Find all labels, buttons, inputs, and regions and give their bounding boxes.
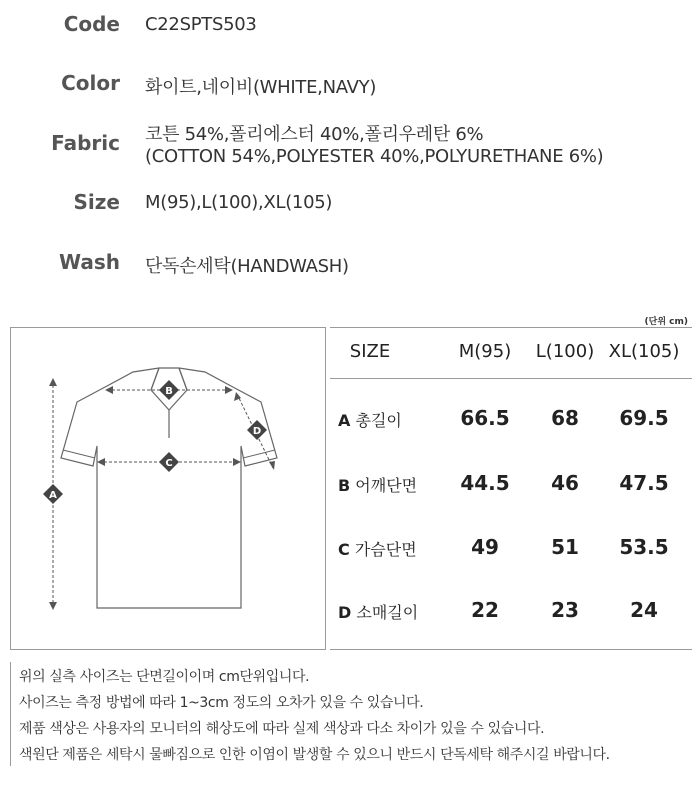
marker-c: [159, 452, 179, 472]
row-letter: D: [338, 603, 352, 622]
spec-label-color: Color: [61, 71, 120, 95]
polo-shirt-illustration: [11, 328, 325, 649]
row-name: 총길이: [355, 411, 402, 430]
table-header-l: L(100): [535, 341, 595, 362]
spec-value-size: M(95),L(100),XL(105): [145, 192, 333, 213]
table-header-size: SIZE: [349, 341, 391, 362]
svg-text:D: D: [252, 426, 262, 437]
row-name: 어깨단면: [355, 476, 418, 495]
table-cell: 24: [630, 598, 658, 622]
spec-label-code: Code: [63, 12, 120, 36]
table-cell: 66.5: [460, 406, 510, 430]
table-cell: 51: [551, 535, 579, 559]
spec-value-code: C22SPTS503: [145, 14, 257, 35]
table-cell: 46: [551, 471, 579, 495]
row-name: 소매길이: [356, 603, 419, 622]
table-cell: 68: [551, 406, 579, 430]
row-letter: A: [338, 411, 351, 430]
table-row-label: [338, 473, 417, 496]
table-cell: 44.5: [460, 471, 510, 495]
notes-section: [10, 662, 695, 766]
svg-text:A: A: [49, 490, 57, 501]
spec-value-fabric-en: (COTTON 54%,POLYESTER 40%,POLYURETHANE 6%): [145, 146, 604, 167]
marker-b: [159, 380, 179, 400]
spec-value-color: 화이트,네이비(WHITE,NAVY): [145, 77, 377, 98]
table-cell: 47.5: [619, 471, 669, 495]
spec-value-fabric: 코튼 54%,폴리에스터 40%,폴리우레탄 6%: [145, 124, 484, 145]
table-cell: 22: [471, 598, 499, 622]
table-header-rule: [330, 378, 692, 379]
svg-text:B: B: [165, 386, 173, 397]
spec-label-fabric: Fabric: [51, 131, 120, 155]
table-bottom-rule: [330, 649, 692, 650]
row-letter: C: [338, 540, 350, 559]
table-cell: 49: [471, 535, 499, 559]
spec-value-wash: 단독손세탁(HANDWASH): [145, 256, 349, 277]
size-table: [330, 327, 692, 650]
note-line: 제품 색상은 사용자의 모니터의 해상도에 따라 실제 색상과 다소 차이가 있을 수 있습니다.: [19, 721, 545, 737]
row-name: 가슴단면: [354, 540, 417, 559]
marker-d: [247, 420, 267, 440]
table-row-label: [338, 537, 417, 560]
spec-label-size: Size: [73, 190, 120, 214]
marker-a: [43, 484, 63, 504]
unit-note: (단위 cm): [644, 317, 688, 327]
note-line: 색원단 제품은 세탁시 물빠짐으로 인한 이염이 발생할 수 있으니 반드시 단독세탁 해주시길 바랍니다.: [19, 747, 610, 763]
table-header-m: M(95): [458, 341, 512, 362]
table-top-rule: [330, 327, 692, 328]
table-cell: 53.5: [619, 535, 669, 559]
svg-text:C: C: [165, 458, 173, 469]
table-cell: 69.5: [619, 406, 669, 430]
table-cell: 23: [551, 598, 579, 622]
note-line: 위의 실측 사이즈는 단면길이이며 cm단위입니다.: [19, 669, 310, 685]
table-header-xl: XL(105): [608, 341, 680, 362]
measurement-diagram: [10, 327, 326, 650]
spec-label-wash: Wash: [59, 250, 120, 274]
note-line: 사이즈는 측정 방법에 따라 1~3cm 정도의 오차가 있을 수 있습니다.: [19, 695, 424, 711]
row-letter: B: [338, 476, 351, 495]
table-row-label: [338, 408, 402, 431]
table-row-label: [338, 600, 418, 623]
